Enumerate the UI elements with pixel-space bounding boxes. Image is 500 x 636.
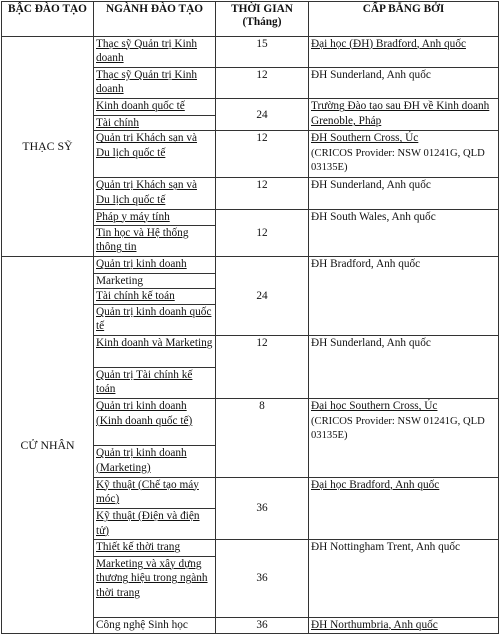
- issuer-name: Đại học (ĐH) Bradford, Anh quốc: [311, 37, 466, 50]
- duration-value: 36: [216, 617, 309, 633]
- programs-table: [1, 1, 499, 634]
- issuer-name: ĐH Northumbria, Anh quốc: [311, 618, 438, 631]
- duration-value: 36: [216, 477, 309, 540]
- table-row: [2, 36, 499, 67]
- major-name: Quản trị kinh doanh (Kinh doanh quốc tế): [96, 400, 193, 427]
- major-name: Marketing: [94, 273, 216, 289]
- issuer-name: Đại học Southern Cross, Úc: [311, 400, 438, 413]
- major-name: Quản trị kinh doanh (Marketing): [96, 447, 187, 474]
- major-name: Kinh doanh và Marketing: [96, 337, 213, 350]
- major-name: Marketing và xây dựng thương hiệu trong ngành thời trang: [96, 557, 208, 599]
- major-name: Thạc sỹ Quản trị Kinh doanh: [96, 68, 198, 96]
- major-name: Quản trị kinh doanh: [96, 258, 187, 271]
- header-major: NGÀNH ĐÀO TẠO: [94, 2, 216, 37]
- header-row: [2, 2, 499, 37]
- header-duration: THỜI GIAN (Tháng): [216, 2, 309, 37]
- major-name: Pháp y máy tính: [96, 210, 170, 223]
- header-issuer: CẤP BẰNG BỞI: [309, 2, 499, 37]
- major-name: Kỹ thuật (Chế tạo máy móc): [96, 478, 199, 506]
- issuer-note: (CRICOS Provider: NSW 01241G, QLD 03135E): [311, 147, 485, 174]
- issuer-name: ĐH Sunderland, Anh quốc: [309, 67, 499, 98]
- duration-value: 8: [216, 399, 309, 477]
- major-name: Tài chính kế toán: [96, 290, 175, 303]
- major-name: Quản trị Khách sạn và Du lịch quốc tế: [96, 132, 198, 159]
- major-name: Kinh doanh quốc tế: [96, 100, 185, 113]
- table-row: [2, 257, 499, 273]
- level-bachelor: CỬ NHÂN: [2, 257, 94, 634]
- issuer-name: ĐH Nottingham Trent, Anh quốc: [309, 540, 499, 617]
- major-name: Thạc sỹ Quản trị Kinh doanh: [96, 37, 198, 65]
- issuer-name: Đại học Bradford, Anh quốc: [311, 478, 440, 491]
- major-name: Quản trị Khách sạn và Du lịch quốc tế: [96, 179, 198, 206]
- major-name: Thiết kế thời trang: [96, 541, 181, 554]
- duration-value: 12: [216, 67, 309, 98]
- duration-value: 36: [216, 540, 309, 617]
- issuer-name: Trường Đào tạo sau ĐH về Kinh doanh Grenoble, Pháp: [311, 100, 490, 127]
- issuer-name: ĐH Bradford, Anh quốc: [309, 257, 499, 336]
- issuer-note: (CRICOS Provider: NSW 01241G, QLD 03135E): [311, 415, 485, 442]
- duration-value: 15: [216, 36, 309, 67]
- duration-value: 24: [216, 99, 309, 131]
- major-name: Quản trị kinh doanh quốc tế: [96, 305, 212, 333]
- duration-value: 12: [216, 336, 309, 399]
- issuer-name: ĐH Sunderland, Anh quốc: [309, 178, 499, 209]
- major-name: Quản trị Tài chính kế toán: [96, 368, 193, 396]
- duration-value: 12: [216, 131, 309, 178]
- major-name: Công nghệ Sinh học: [94, 617, 216, 633]
- level-masters: THẠC SỸ: [2, 36, 94, 257]
- duration-value: 24: [216, 257, 309, 336]
- issuer-name: ĐH Sunderland, Anh quốc: [309, 336, 499, 399]
- issuer-name: ĐH Southern Cross, Úc: [311, 132, 419, 145]
- issuer-name: ĐH South Wales, Anh quốc: [309, 209, 499, 257]
- header-level: BẬC ĐÀO TẠO: [2, 2, 94, 37]
- duration-value: 12: [216, 178, 309, 209]
- duration-value: 12: [216, 209, 309, 257]
- major-name: Kỹ thuật (Điện và điện tử): [96, 510, 200, 537]
- major-name: Tài chính: [96, 116, 139, 129]
- major-name: Tin học và Hệ thống thông tin: [96, 226, 189, 254]
